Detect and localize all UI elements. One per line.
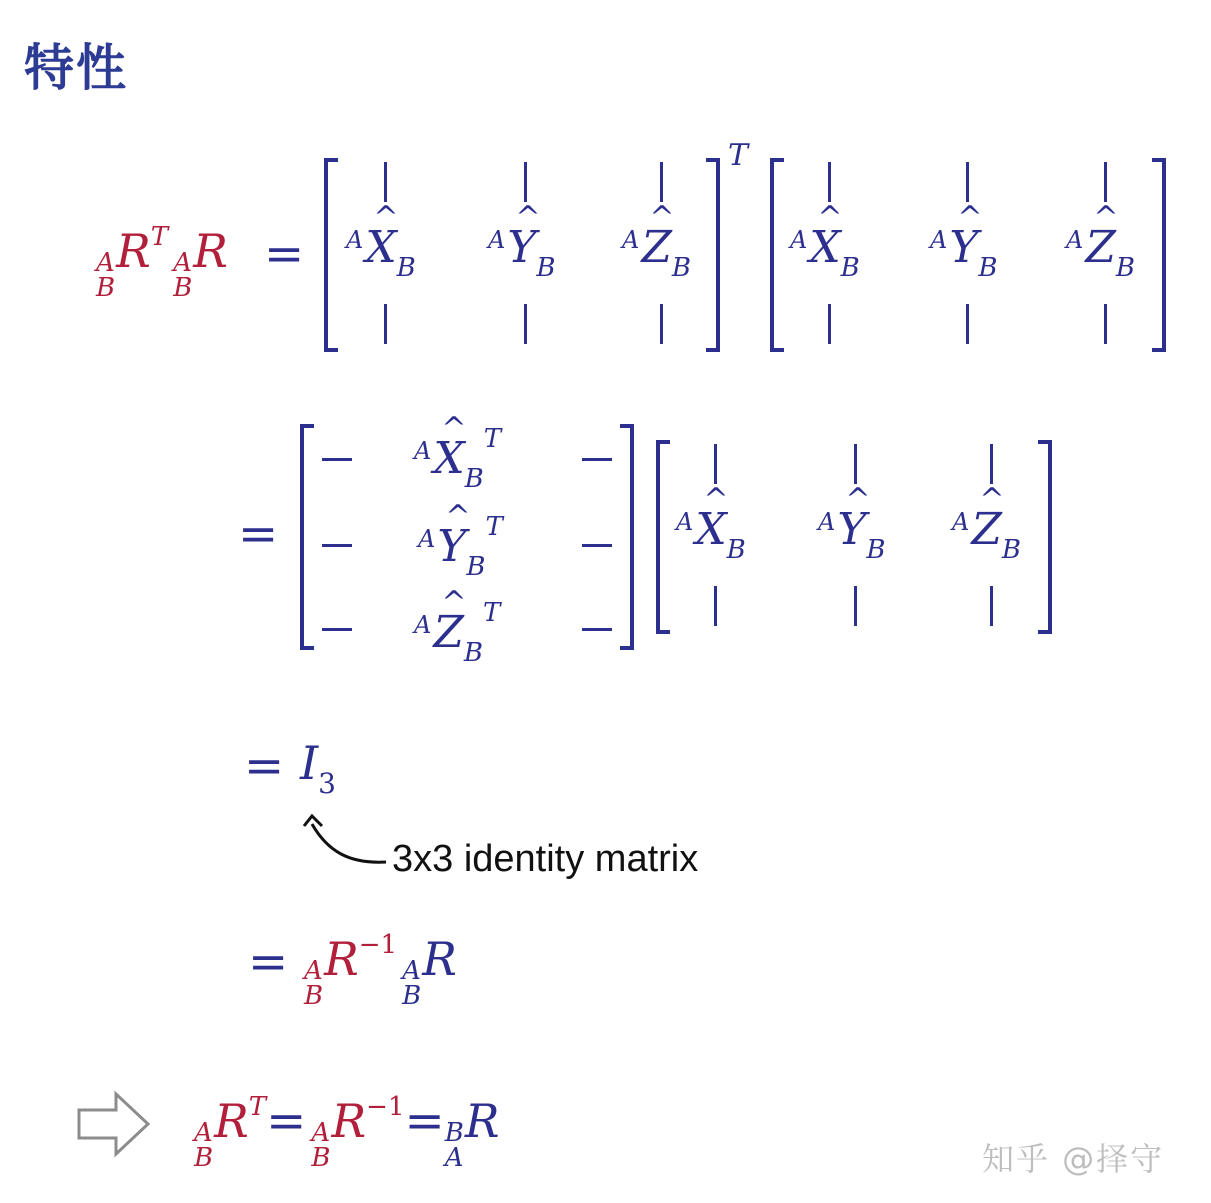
row-dash [322,458,352,461]
equals-sign-3: = [244,738,285,794]
vector-z: $^A$^ $Z_B$ [622,222,691,283]
identity-annotation: 3x3 identity matrix [392,838,699,880]
vector-y: $^A$^ $Y_B$ [818,504,886,565]
col-bar [990,586,993,626]
lhs-product: A B RT A B R [96,222,228,303]
col-bar [524,304,527,344]
vector-z: $^A$^ $Z_B$ [952,504,1021,565]
matrix1-transpose: T [728,138,749,173]
col-bar [384,162,387,202]
curved-arrow-icon [300,812,390,872]
equals-sign-2: = [238,506,279,562]
col-bar [990,444,993,484]
vector-x: $^A$^ $X_B$ [676,504,746,565]
row-dash [582,628,612,631]
equals-sign-1: = [264,226,305,282]
matrix4-left-bracket [656,440,670,634]
col-bar [660,304,663,344]
col-bar [1104,162,1107,202]
row-dash [582,458,612,461]
row-vector-z-transpose: $^A$^ $Z_B^T$ [414,598,500,668]
col-bar [714,444,717,484]
matrix2-left-bracket [770,158,784,352]
inverse-product: A B R−1 A B R [304,930,457,1011]
col-bar [828,162,831,202]
col-bar [524,162,527,202]
matrix3-right-bracket [620,424,634,650]
equals-sign-4: = [248,934,289,990]
col-bar [966,162,969,202]
col-bar [854,444,857,484]
vector-y: $^A$^ $Y_B$ [488,222,556,283]
col-bar [1104,304,1107,344]
matrix1-left-bracket [324,158,338,352]
col-bar [384,304,387,344]
identity-matrix-symbol: $I_3$ [300,736,336,800]
matrix2-right-bracket [1152,158,1166,352]
vector-y: $^A$^ $Y_B$ [930,222,998,283]
vector-x: $^A$^ $X_B$ [346,222,416,283]
matrix3-left-bracket [300,424,314,650]
vector-x: $^A$^ $X_B$ [790,222,860,283]
watermark: 知乎 @择守 [982,1140,1165,1178]
col-bar [660,162,663,202]
row-dash [582,544,612,547]
row-vector-y-transpose: $^A$^ $Y_B^T$ [418,512,503,582]
vector-z: $^A$^ $Z_B$ [1066,222,1135,283]
row-dash [322,628,352,631]
hollow-right-arrow-icon [76,1090,152,1158]
col-bar [714,586,717,626]
matrix1-right-bracket [706,158,720,352]
row-vector-x-transpose: $^A$^ $X_B^T$ [414,424,501,494]
col-bar [854,586,857,626]
conclusion-equation: A B RT= A B R−1= B A R [194,1092,500,1173]
page-title: 特性 [24,39,128,97]
col-bar [966,304,969,344]
col-bar [828,304,831,344]
row-dash [322,544,352,547]
matrix4-right-bracket [1038,440,1052,634]
